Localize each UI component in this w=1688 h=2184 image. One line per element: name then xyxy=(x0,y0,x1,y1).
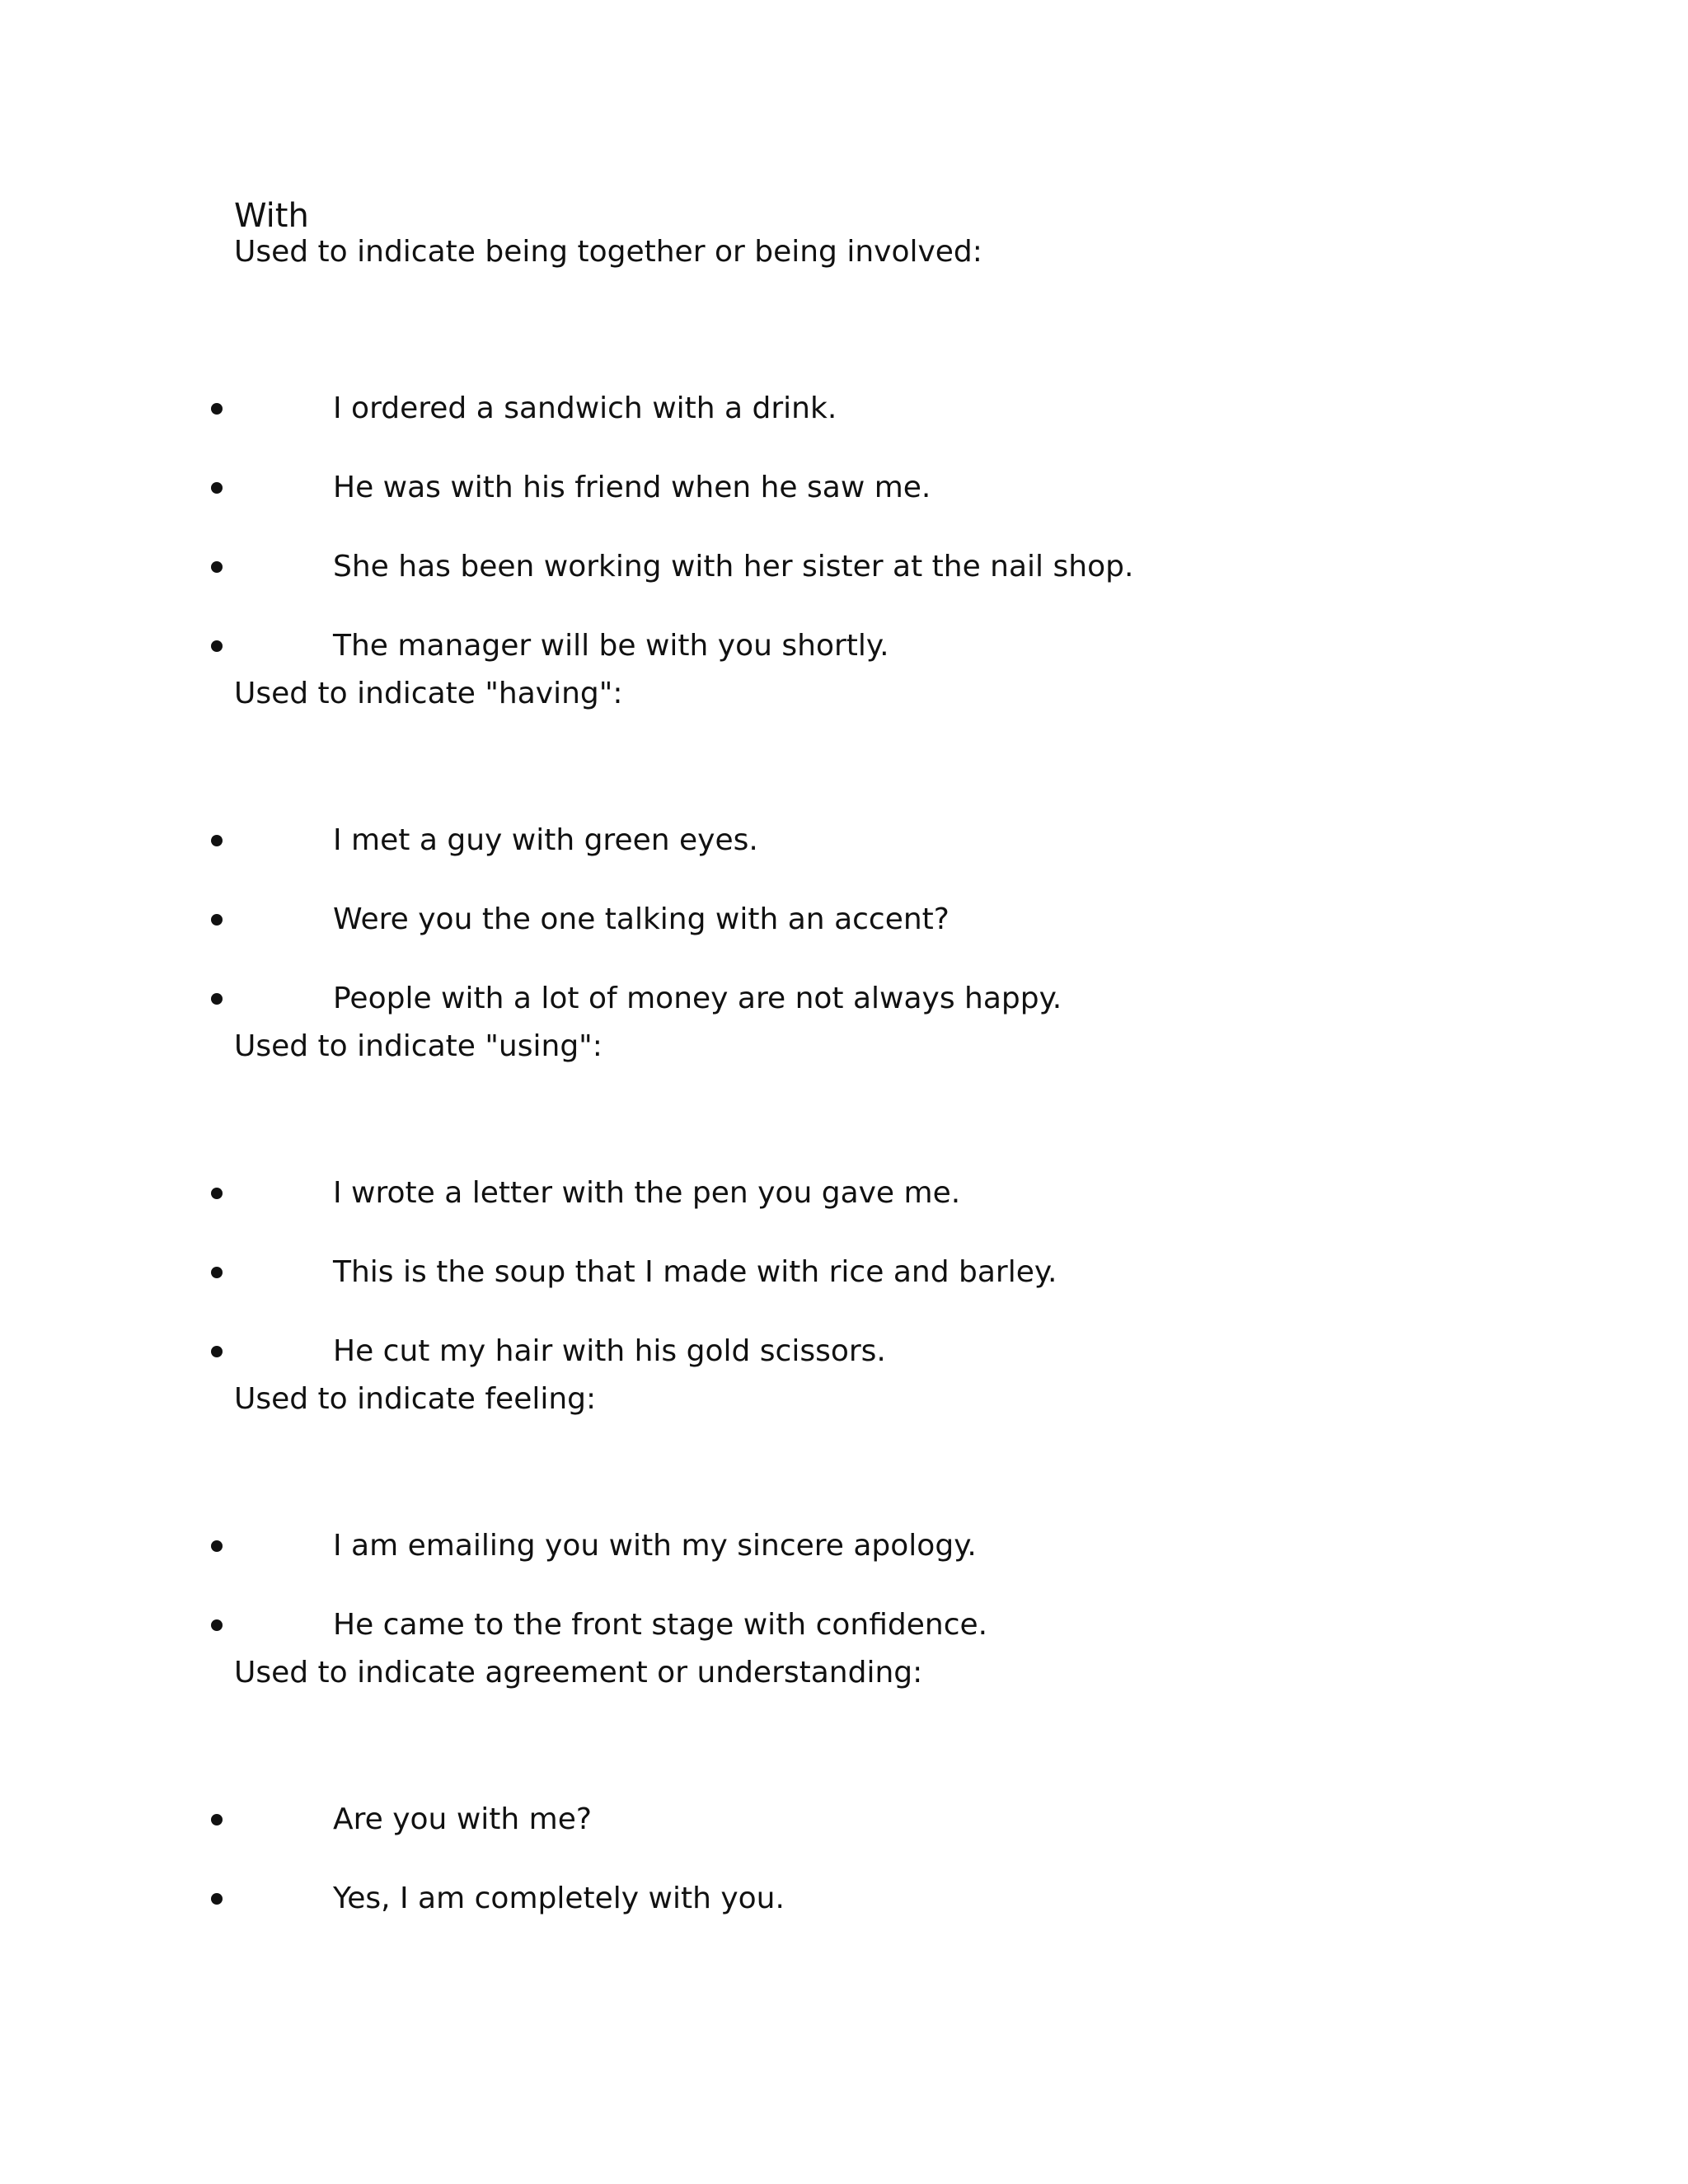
list-item xyxy=(211,470,1612,506)
list-item-text: People with a lot of money are not always happy. xyxy=(333,982,1062,1015)
bullet-icon xyxy=(211,1346,223,1357)
list-item-text: Are you with me? xyxy=(333,1802,592,1836)
section-heading: Used to indicate "having": xyxy=(234,677,623,710)
page-title: With xyxy=(234,197,309,235)
section-heading: Used to indicate being together or being involved: xyxy=(234,235,982,269)
list-item-text: This is the soup that I made with rice and barley. xyxy=(333,1255,1057,1289)
bullet-icon xyxy=(211,1814,223,1825)
list-item xyxy=(211,1254,1612,1291)
list-item-text: I ordered a sandwich with a drink. xyxy=(333,391,837,425)
bullet-icon xyxy=(211,1188,223,1199)
list-item-text: The manager will be with you shortly. xyxy=(333,629,889,663)
list-item xyxy=(211,1881,1612,1917)
list-item xyxy=(211,1607,1612,1643)
list-item-text: He cut my hair with his gold scissors. xyxy=(333,1334,886,1368)
list-item-text: Yes, I am completely with you. xyxy=(333,1882,785,1915)
bullet-icon xyxy=(211,835,223,846)
bullet-icon xyxy=(211,640,223,652)
list-item xyxy=(211,1175,1612,1212)
list-item xyxy=(211,1333,1612,1370)
list-item-text: I am emailing you with my sincere apology. xyxy=(333,1529,977,1563)
list-item xyxy=(211,1528,1612,1564)
section-heading: Used to indicate "using": xyxy=(234,1029,603,1063)
list-item xyxy=(211,981,1612,1017)
list-item-text: I wrote a letter with the pen you gave me. xyxy=(333,1176,961,1210)
list-item-text: He was with his friend when he saw me. xyxy=(333,471,931,504)
section-heading: Used to indicate feeling: xyxy=(234,1382,597,1416)
list-item xyxy=(211,549,1612,585)
list-item-text: Were you the one talking with an accent? xyxy=(333,902,950,936)
list-item xyxy=(211,1802,1612,1838)
bullet-icon xyxy=(211,993,223,1005)
bullet-icon xyxy=(211,1619,223,1631)
section-heading: Used to indicate agreement or understanding: xyxy=(234,1656,923,1690)
list-item xyxy=(211,823,1612,859)
bullet-icon xyxy=(211,403,223,415)
bullet-icon xyxy=(211,561,223,573)
bullet-icon xyxy=(211,1540,223,1552)
list-item-text: I met a guy with green eyes. xyxy=(333,823,758,857)
bullet-icon xyxy=(211,1893,223,1905)
bullet-icon xyxy=(211,1267,223,1278)
bullet-icon xyxy=(211,914,223,926)
list-item-text: She has been working with her sister at the nail shop. xyxy=(333,550,1134,583)
list-item xyxy=(211,902,1612,938)
list-item xyxy=(211,628,1612,664)
bullet-icon xyxy=(211,482,223,494)
list-item xyxy=(211,391,1612,427)
list-item-text: He came to the front stage with confidence. xyxy=(333,1608,988,1642)
